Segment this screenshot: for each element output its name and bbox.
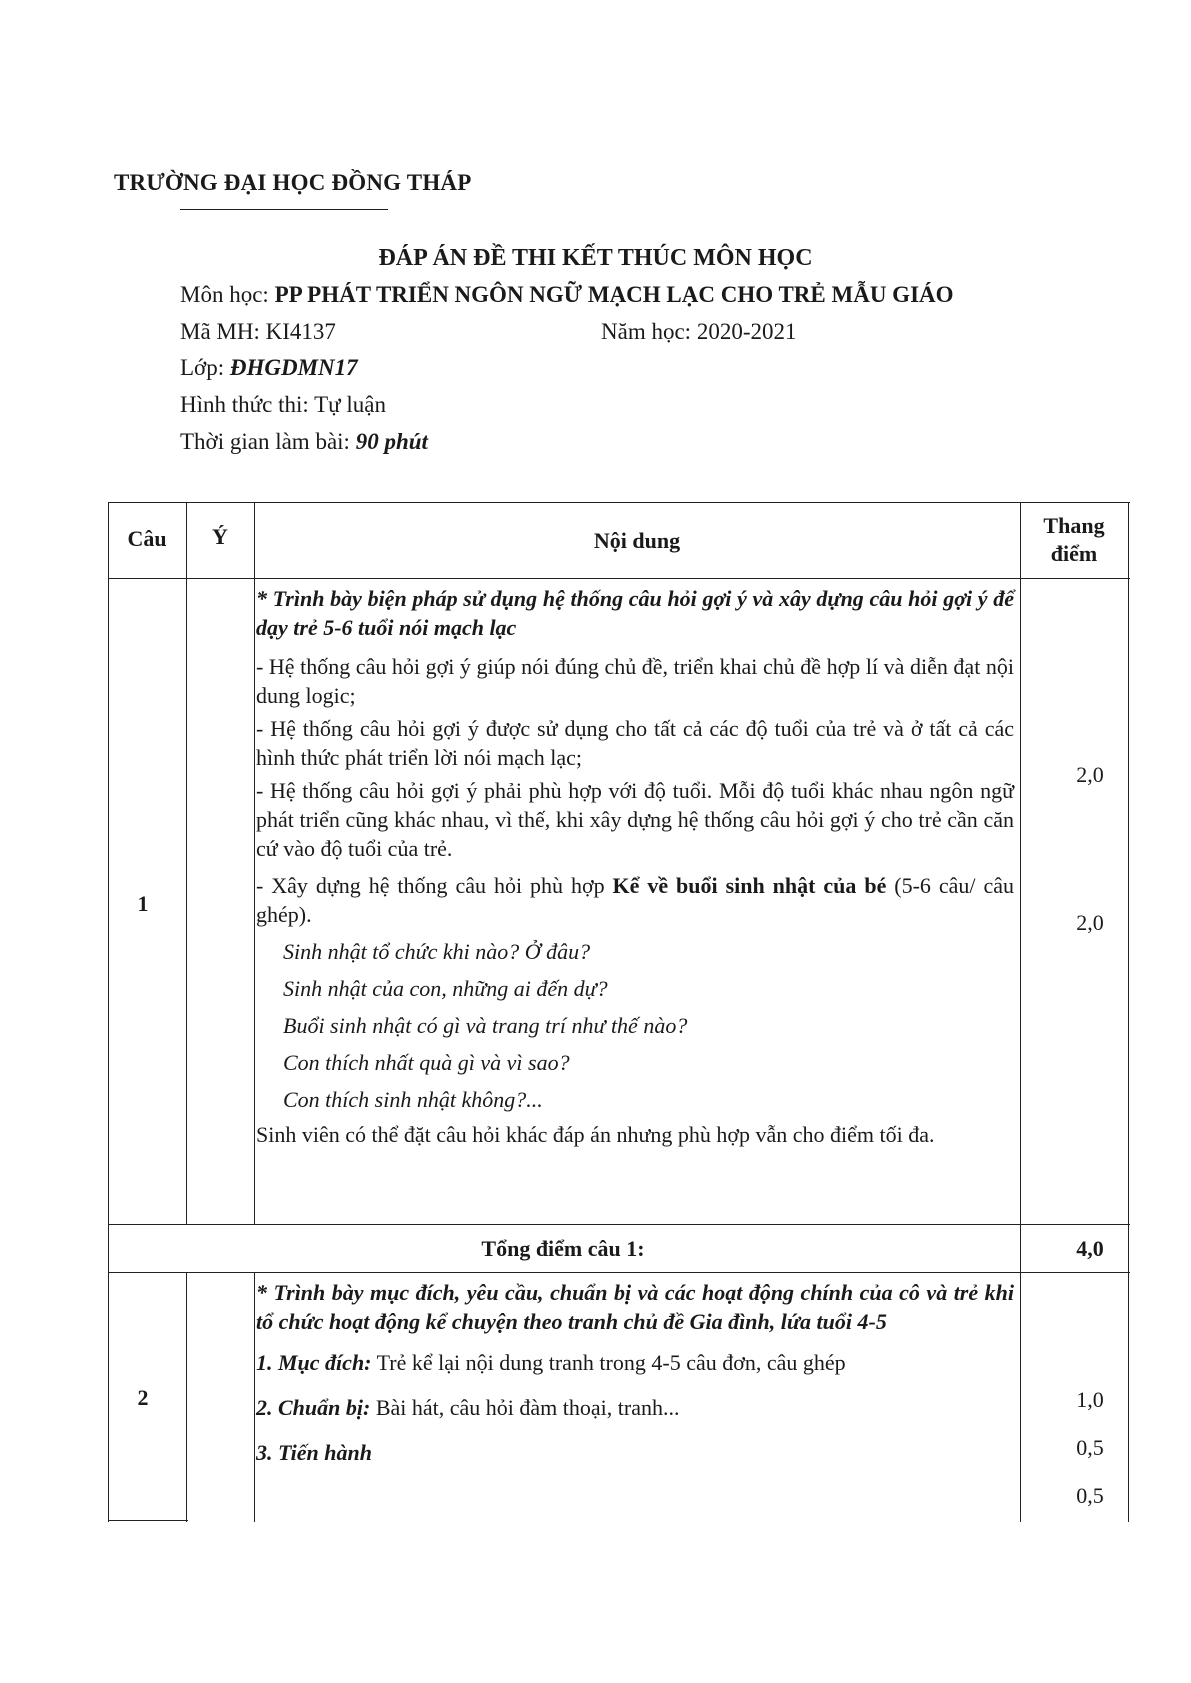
q2-number: 2: [137, 1385, 149, 1410]
code-line: [180, 319, 336, 345]
q2-item-3-label: 3. Tiến hành: [256, 1440, 372, 1465]
class-label: Lớp:: [180, 355, 225, 380]
q2-item-1-label: 1. Mục đích:: [256, 1350, 372, 1375]
subject-value: PP PHÁT TRIỂN NGÔN NGỮ MẠCH LẠC CHO TRẺ MẪU GIÁO: [274, 282, 954, 307]
col-header-score: [1020, 512, 1128, 568]
subject-line: [180, 282, 954, 308]
divider-y-content: [254, 502, 255, 1224]
divider-cau-y-q2: [186, 1272, 187, 1522]
q2-item-2-label: 2. Chuẩn bị:: [256, 1395, 371, 1420]
col-header-score-line1: Thang: [1043, 513, 1105, 538]
q2-item-2-score: 0,5: [1076, 1435, 1104, 1460]
q1-point-3: - Hệ thống câu hỏi gợi ý phải phù hợp với độ tuổi. Mỗi độ tuổi khác nhau ngôn ngữ phát triển cũng khác nhau, vì thế, khi xây dựng hệ thống câu hỏi gợi ý cho trẻ cần căn cứ vào độ tuổi của trẻ.: [256, 778, 1014, 861]
code-label: Mã MH:: [180, 319, 260, 344]
divider-cau-y: [186, 502, 187, 1224]
q1-separator: [108, 1224, 1130, 1225]
form-line: [180, 392, 386, 418]
q1-score-b: 2,0: [1076, 910, 1104, 935]
q1-point-4-topic: Kể về buổi sinh nhật của bé: [612, 873, 887, 898]
form-label: Hình thức thi:: [180, 392, 309, 417]
col-header-content: Nội dung: [593, 528, 681, 553]
year-line: [601, 319, 796, 345]
class-value: ĐHGDMN17: [229, 355, 358, 380]
year-value: 2020-2021: [696, 319, 797, 344]
q1-total-value: 4,0: [1076, 1236, 1104, 1261]
form-value: Tự luận: [314, 392, 386, 417]
q1-question-1: Sinh nhật tổ chức khi nào? Ở đâu?: [283, 939, 591, 964]
table-border-left: [108, 502, 109, 1522]
table-border-right: [1128, 502, 1129, 1522]
q1-note: Sinh viên có thể đặt câu hỏi khác đáp án nhưng phù hợp vẫn cho điểm tối đa.: [256, 1122, 935, 1147]
q1-point-2: - Hệ thống câu hỏi gợi ý được sử dụng cho tất cả các độ tuổi của trẻ và ở tất cả các hình thức phát triển lời nói mạch lạc;: [256, 716, 1014, 770]
q1-content: [256, 584, 1014, 1149]
q2-item-1-text: Trẻ kể lại nội dung tranh trong 4-5 câu đơn, câu ghép: [371, 1350, 846, 1375]
col-header-y: Ý: [212, 524, 228, 549]
q2-item-2-text: Bài hát, câu hỏi đàm thoại, tranh...: [370, 1395, 680, 1420]
year-label: Năm học:: [601, 319, 692, 344]
answer-table: [108, 502, 1130, 1522]
q2-item-2: [256, 1393, 1014, 1422]
table-border-top: [108, 502, 1130, 503]
q1-point-4-prefix: - Xây dựng hệ thống câu hỏi phù hợp: [256, 873, 613, 898]
q1-score-a: 2,0: [1076, 762, 1104, 787]
q1-point-1: - Hệ thống câu hỏi gợi ý giúp nói đúng chủ đề, triển khai chủ đề hợp lí và diễn đạt nội dung logic;: [256, 654, 1014, 708]
divider-y-content-q2: [254, 1272, 255, 1522]
col-header-cau: Câu: [127, 526, 167, 551]
school-underline: [180, 209, 388, 210]
divider-content-score: [1020, 502, 1021, 1522]
q2-item-3: [256, 1438, 1014, 1467]
q1-number: 1: [137, 891, 149, 916]
time-label: Thời gian làm bài:: [180, 429, 350, 454]
q2-item-3-score: 0,5: [1076, 1483, 1104, 1508]
col-header-score-line2: điểm: [1050, 541, 1098, 566]
total-separator: [108, 1272, 1130, 1273]
q1-question-5: Con thích sinh nhật không?...: [283, 1087, 543, 1112]
school-name: TRƯỜNG ĐẠI HỌC ĐỒNG THÁP: [114, 170, 472, 195]
q1-heading: * Trình bày biện pháp sử dụng hệ thống câu hỏi gợi ý và xây dựng câu hỏi gợi ý để dạy trẻ 5-6 tuổi nói mạch lạc: [256, 586, 1014, 640]
time-value: 90 phút: [355, 429, 428, 454]
class-line: [180, 355, 358, 381]
q1-question-4: Con thích nhất quà gì và vì sao?: [283, 1050, 570, 1075]
page-title: ĐÁP ÁN ĐỀ THI KẾT THÚC MÔN HỌC: [378, 245, 813, 271]
q2-content: [256, 1278, 1014, 1467]
q2-item-1-score: 1,0: [1076, 1387, 1104, 1412]
q1-question-3: Buổi sinh nhật có gì và trang trí như thế nào?: [283, 1013, 688, 1038]
code-value: KI4137: [265, 319, 336, 344]
time-line: [180, 429, 428, 455]
q2-heading: * Trình bày mục đích, yêu cầu, chuẩn bị và các hoạt động chính của cô và trẻ khi tổ chức hoạt động kể chuyện theo tranh chủ đề Gia đình, lứa tuổi 4-5: [256, 1280, 1014, 1334]
q1-question-2: Sinh nhật của con, những ai đến dự?: [283, 976, 608, 1001]
q2-item-1: [256, 1348, 1014, 1377]
subject-label: Môn học:: [180, 282, 269, 307]
q1-point-4: [256, 871, 1014, 929]
q1-total-label: Tổng điểm câu 1:: [481, 1236, 645, 1261]
cau-bottom-rule: [108, 1520, 188, 1521]
q1-point-4-suffix: (5-6 câu/ câu ghép).: [256, 873, 1014, 927]
header-separator: [108, 578, 1130, 579]
